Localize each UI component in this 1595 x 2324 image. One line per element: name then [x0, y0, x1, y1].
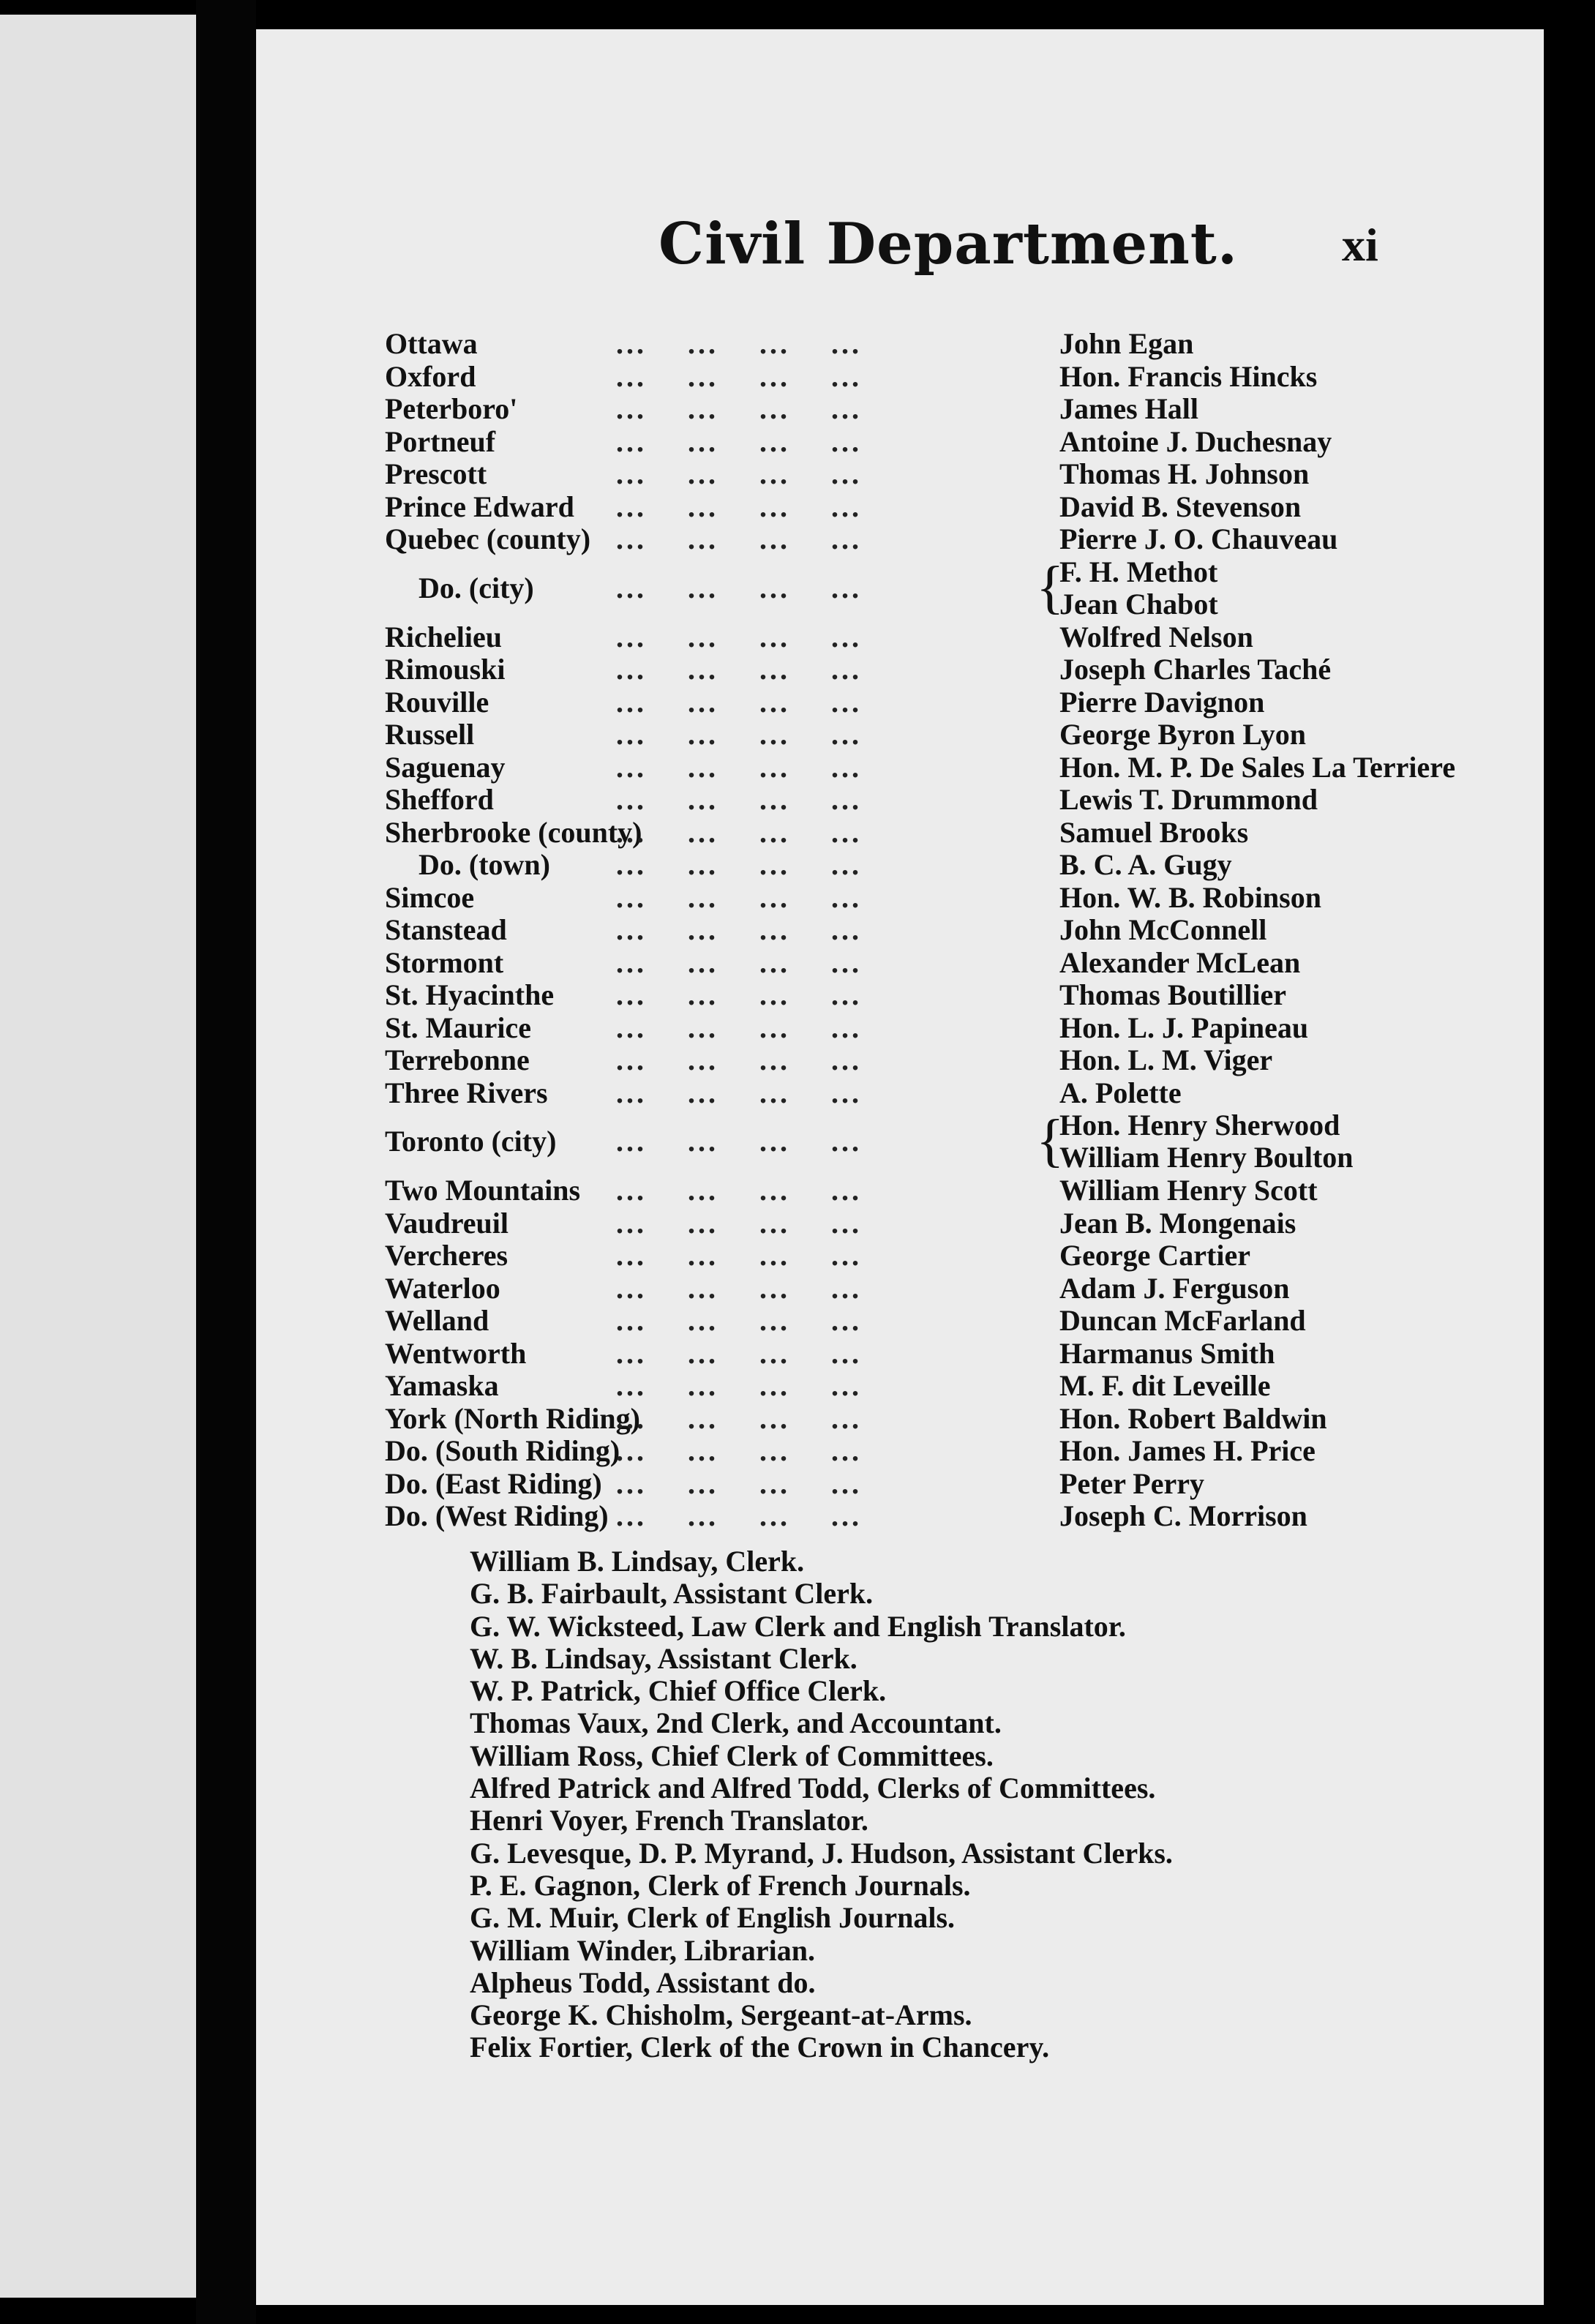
constituency-row — [385, 491, 1526, 524]
constituency-name: Stormont — [385, 945, 504, 979]
constituency-row — [385, 751, 1526, 784]
constituency-name: Two Mountains — [385, 1174, 581, 1207]
member-name: James Hall — [1059, 392, 1198, 425]
constituency-name: Russell — [385, 718, 475, 751]
constituency-row — [385, 426, 1526, 459]
officer-line: G. W. Wicksteed, Law Clerk and English Translator. — [470, 1609, 1126, 1643]
leader-dots: ... ... ... ... — [575, 1435, 862, 1467]
officer-line: G. B. Fairbault, Assistant Clerk. — [470, 1577, 874, 1611]
constituency-row — [385, 719, 1526, 751]
member-name: Joseph Charles Taché — [1059, 653, 1332, 686]
constituency-name: Welland — [385, 1304, 489, 1337]
member-name: Wolfred Nelson — [1059, 620, 1253, 653]
officer-line: P. E. Gagnon, Clerk of French Journals. — [470, 1868, 971, 1902]
member-name: John Egan — [1059, 327, 1194, 360]
constituency-name: St. Maurice — [385, 1011, 531, 1044]
member-name: Hon. L. M. Viger — [1059, 1043, 1273, 1076]
member-name: B. C. A. Gugy — [1059, 848, 1232, 881]
leader-dots: ... ... ... ... — [575, 621, 862, 653]
member-name: Pierre Davignon — [1059, 685, 1265, 719]
member-name: A. Polette — [1059, 1076, 1182, 1109]
constituency-row — [385, 882, 1526, 915]
constituency-row — [385, 1500, 1526, 1533]
member-name: Hon. Robert Baldwin — [1059, 1401, 1327, 1435]
leader-dots: ... ... ... ... — [575, 393, 862, 425]
constituency-list — [385, 328, 1526, 1533]
constituency-row — [385, 621, 1526, 654]
leader-dots: ... ... ... ... — [575, 458, 862, 490]
constituency-name: Portneuf — [385, 424, 496, 458]
leader-dots: ... ... ... ... — [575, 1467, 862, 1500]
constituency-row — [385, 849, 1526, 882]
member-name: Duncan McFarland — [1059, 1304, 1306, 1337]
constituency-row — [385, 556, 1526, 621]
officer-line: W. P. Patrick, Chief Office Clerk. — [470, 1674, 887, 1708]
constituency-row — [385, 914, 1526, 947]
constituency-name: Wentworth — [385, 1336, 527, 1370]
leader-dots: ... ... ... ... — [575, 328, 862, 360]
constituency-name: Do. (South Riding) — [385, 1434, 620, 1467]
member-name: John McConnell — [1059, 913, 1267, 946]
leader-dots: ... ... ... ... — [575, 784, 862, 816]
constituency-name: Do. (West Riding) — [385, 1499, 609, 1532]
member-name: Alexander McLean — [1059, 945, 1301, 979]
constituency-name: York (North Riding) — [385, 1401, 640, 1435]
leader-dots: ... ... ... ... — [575, 816, 862, 849]
constituency-name: Quebec (county) — [385, 522, 591, 555]
member-name: Pierre J. O. Chauveau — [1059, 522, 1338, 555]
document-page — [256, 29, 1544, 2305]
brace-icon: { — [1036, 1109, 1065, 1173]
officer-line: G. Levesque, D. P. Myrand, J. Hudson, Assistant Clerks. — [470, 1836, 1173, 1870]
leader-dots: ... ... ... ... — [575, 1337, 862, 1370]
constituency-row — [385, 1305, 1526, 1338]
constituency-row — [385, 1012, 1526, 1045]
member-name: William Henry Boulton — [1059, 1141, 1354, 1174]
page-number: xi — [1342, 219, 1378, 271]
officer-line: Thomas Vaux, 2nd Clerk, and Accountant. — [470, 1706, 1002, 1740]
constituency-name: Oxford — [385, 359, 476, 393]
constituency-row — [385, 1370, 1526, 1403]
officer-line: Alpheus Todd, Assistant do. — [470, 1965, 816, 1999]
officer-line: William Ross, Chief Clerk of Committees. — [470, 1739, 994, 1772]
leader-dots: ... ... ... ... — [575, 914, 862, 946]
leader-dots: ... ... ... ... — [575, 490, 862, 523]
adjacent-page-edge — [0, 15, 196, 2298]
officer-line: William Winder, Librarian. — [470, 1933, 815, 1967]
constituency-name: Stanstead — [385, 913, 507, 946]
officer-list — [470, 1545, 1523, 2064]
member-name: Adam J. Ferguson — [1059, 1271, 1290, 1305]
leader-dots: ... ... ... ... — [575, 571, 862, 604]
constituency-row — [385, 784, 1526, 817]
officer-line: W. B. Lindsay, Assistant Clerk. — [470, 1641, 857, 1675]
constituency-row — [385, 1077, 1526, 1110]
member-name: Thomas Boutillier — [1059, 978, 1287, 1011]
constituency-row — [385, 1044, 1526, 1077]
officer-line: Felix Fortier, Clerk of the Crown in Chancery. — [470, 2031, 1050, 2064]
constituency-name: Sherbrooke (county) — [385, 815, 642, 849]
member-name: Hon. L. J. Papineau — [1059, 1011, 1309, 1044]
leader-dots: ... ... ... ... — [575, 946, 862, 979]
member-name: Antoine J. Duchesnay — [1059, 424, 1332, 458]
constituency-row — [385, 328, 1526, 361]
officer-line: William B. Lindsay, Clerk. — [470, 1545, 805, 1578]
officer-line: George K. Chisholm, Sergeant-at-Arms. — [470, 1998, 972, 2032]
member-name: Samuel Brooks — [1059, 815, 1249, 849]
constituency-name: Do. (city) — [419, 571, 534, 604]
constituency-row — [385, 361, 1526, 394]
constituency-row — [385, 653, 1526, 686]
leader-dots: ... ... ... ... — [575, 1011, 862, 1044]
constituency-name: Saguenay — [385, 750, 506, 784]
leader-dots: ... ... ... ... — [575, 1370, 862, 1402]
constituency-row — [385, 1109, 1526, 1174]
constituency-row — [385, 817, 1526, 850]
constituency-name: St. Hyacinthe — [385, 978, 555, 1011]
leader-dots: ... ... ... ... — [575, 523, 862, 555]
leader-dots: ... ... ... ... — [575, 1272, 862, 1305]
leader-dots: ... ... ... ... — [575, 1174, 862, 1207]
member-name: Hon. M. P. De Sales La Terriere — [1059, 750, 1456, 784]
leader-dots: ... ... ... ... — [575, 979, 862, 1011]
constituency-name: Yamaska — [385, 1369, 499, 1402]
member-name: Joseph C. Morrison — [1059, 1499, 1307, 1532]
officer-line: Henri Voyer, French Translator. — [470, 1804, 868, 1837]
brace-icon: { — [1036, 555, 1065, 620]
constituency-row — [385, 1174, 1526, 1207]
leader-dots: ... ... ... ... — [575, 1044, 862, 1076]
constituency-name: Rouville — [385, 685, 489, 719]
constituency-name: Do. (town) — [419, 848, 550, 881]
constituency-row — [385, 1403, 1526, 1436]
constituency-row — [385, 523, 1526, 556]
leader-dots: ... ... ... ... — [575, 686, 862, 719]
constituency-row — [385, 1435, 1526, 1468]
member-name: David B. Stevenson — [1059, 490, 1302, 523]
constituency-row — [385, 1272, 1526, 1305]
leader-dots: ... ... ... ... — [575, 1402, 862, 1435]
officer-line: G. M. Muir, Clerk of English Journals. — [470, 1901, 956, 1935]
member-name: M. F. dit Leveille — [1059, 1369, 1271, 1402]
member-name: Hon. Francis Hincks — [1059, 359, 1318, 393]
constituency-name: Richelieu — [385, 620, 502, 653]
constituency-row — [385, 686, 1526, 719]
constituency-name: Prescott — [385, 457, 487, 490]
constituency-row — [385, 947, 1526, 980]
constituency-row — [385, 393, 1526, 426]
constituency-name: Shefford — [385, 783, 494, 816]
member-name: George Cartier — [1059, 1239, 1250, 1272]
member-name: Hon. W. B. Robinson — [1059, 880, 1321, 914]
member-name: Thomas H. Johnson — [1059, 457, 1310, 490]
officer-line: Alfred Patrick and Alfred Todd, Clerks of Committees. — [470, 1772, 1156, 1805]
constituency-name: Terrebonne — [385, 1043, 530, 1076]
member-name: Hon. James H. Price — [1059, 1434, 1316, 1467]
book-gutter — [196, 0, 256, 2324]
member-name: Peter Perry — [1059, 1466, 1204, 1500]
constituency-name: Vaudreuil — [385, 1206, 508, 1240]
leader-dots: ... ... ... ... — [575, 719, 862, 751]
member-name: Lewis T. Drummond — [1059, 783, 1318, 816]
leader-dots: ... ... ... ... — [575, 751, 862, 784]
leader-dots: ... ... ... ... — [575, 881, 862, 914]
member-name: F. H. Methot — [1059, 555, 1218, 588]
constituency-row — [385, 1338, 1526, 1371]
leader-dots: ... ... ... ... — [575, 1076, 862, 1109]
member-name: William Henry Scott — [1059, 1174, 1318, 1207]
member-name: Hon. Henry Sherwood — [1059, 1109, 1340, 1142]
constituency-name: Ottawa — [385, 327, 478, 360]
constituency-name: Vercheres — [385, 1239, 508, 1272]
leader-dots: ... ... ... ... — [575, 1500, 862, 1532]
constituency-name: Rimouski — [385, 653, 506, 686]
leader-dots: ... ... ... ... — [575, 849, 862, 881]
member-name: Jean B. Mongenais — [1059, 1206, 1296, 1240]
leader-dots: ... ... ... ... — [575, 1305, 862, 1337]
constituency-name: Peterboro' — [385, 392, 518, 425]
member-name: Jean Chabot — [1059, 587, 1218, 621]
constituency-row — [385, 1207, 1526, 1240]
leader-dots: ... ... ... ... — [575, 425, 862, 458]
member-name: Harmanus Smith — [1059, 1336, 1275, 1370]
member-name: George Byron Lyon — [1059, 718, 1307, 751]
constituency-name: Waterloo — [385, 1271, 500, 1305]
constituency-name: Do. (East Riding) — [385, 1466, 602, 1500]
constituency-name: Simcoe — [385, 880, 475, 914]
running-header: Civil Department. — [658, 211, 1238, 277]
leader-dots: ... ... ... ... — [575, 360, 862, 393]
constituency-row — [385, 1240, 1526, 1272]
constituency-name: Prince Edward — [385, 490, 574, 523]
constituency-row — [385, 458, 1526, 491]
constituency-row — [385, 1468, 1526, 1501]
constituency-row — [385, 979, 1526, 1012]
leader-dots: ... ... ... ... — [575, 653, 862, 686]
constituency-name: Toronto (city) — [385, 1125, 557, 1158]
leader-dots: ... ... ... ... — [575, 1207, 862, 1240]
leader-dots: ... ... ... ... — [575, 1125, 862, 1158]
leader-dots: ... ... ... ... — [575, 1240, 862, 1272]
constituency-name: Three Rivers — [385, 1076, 548, 1109]
